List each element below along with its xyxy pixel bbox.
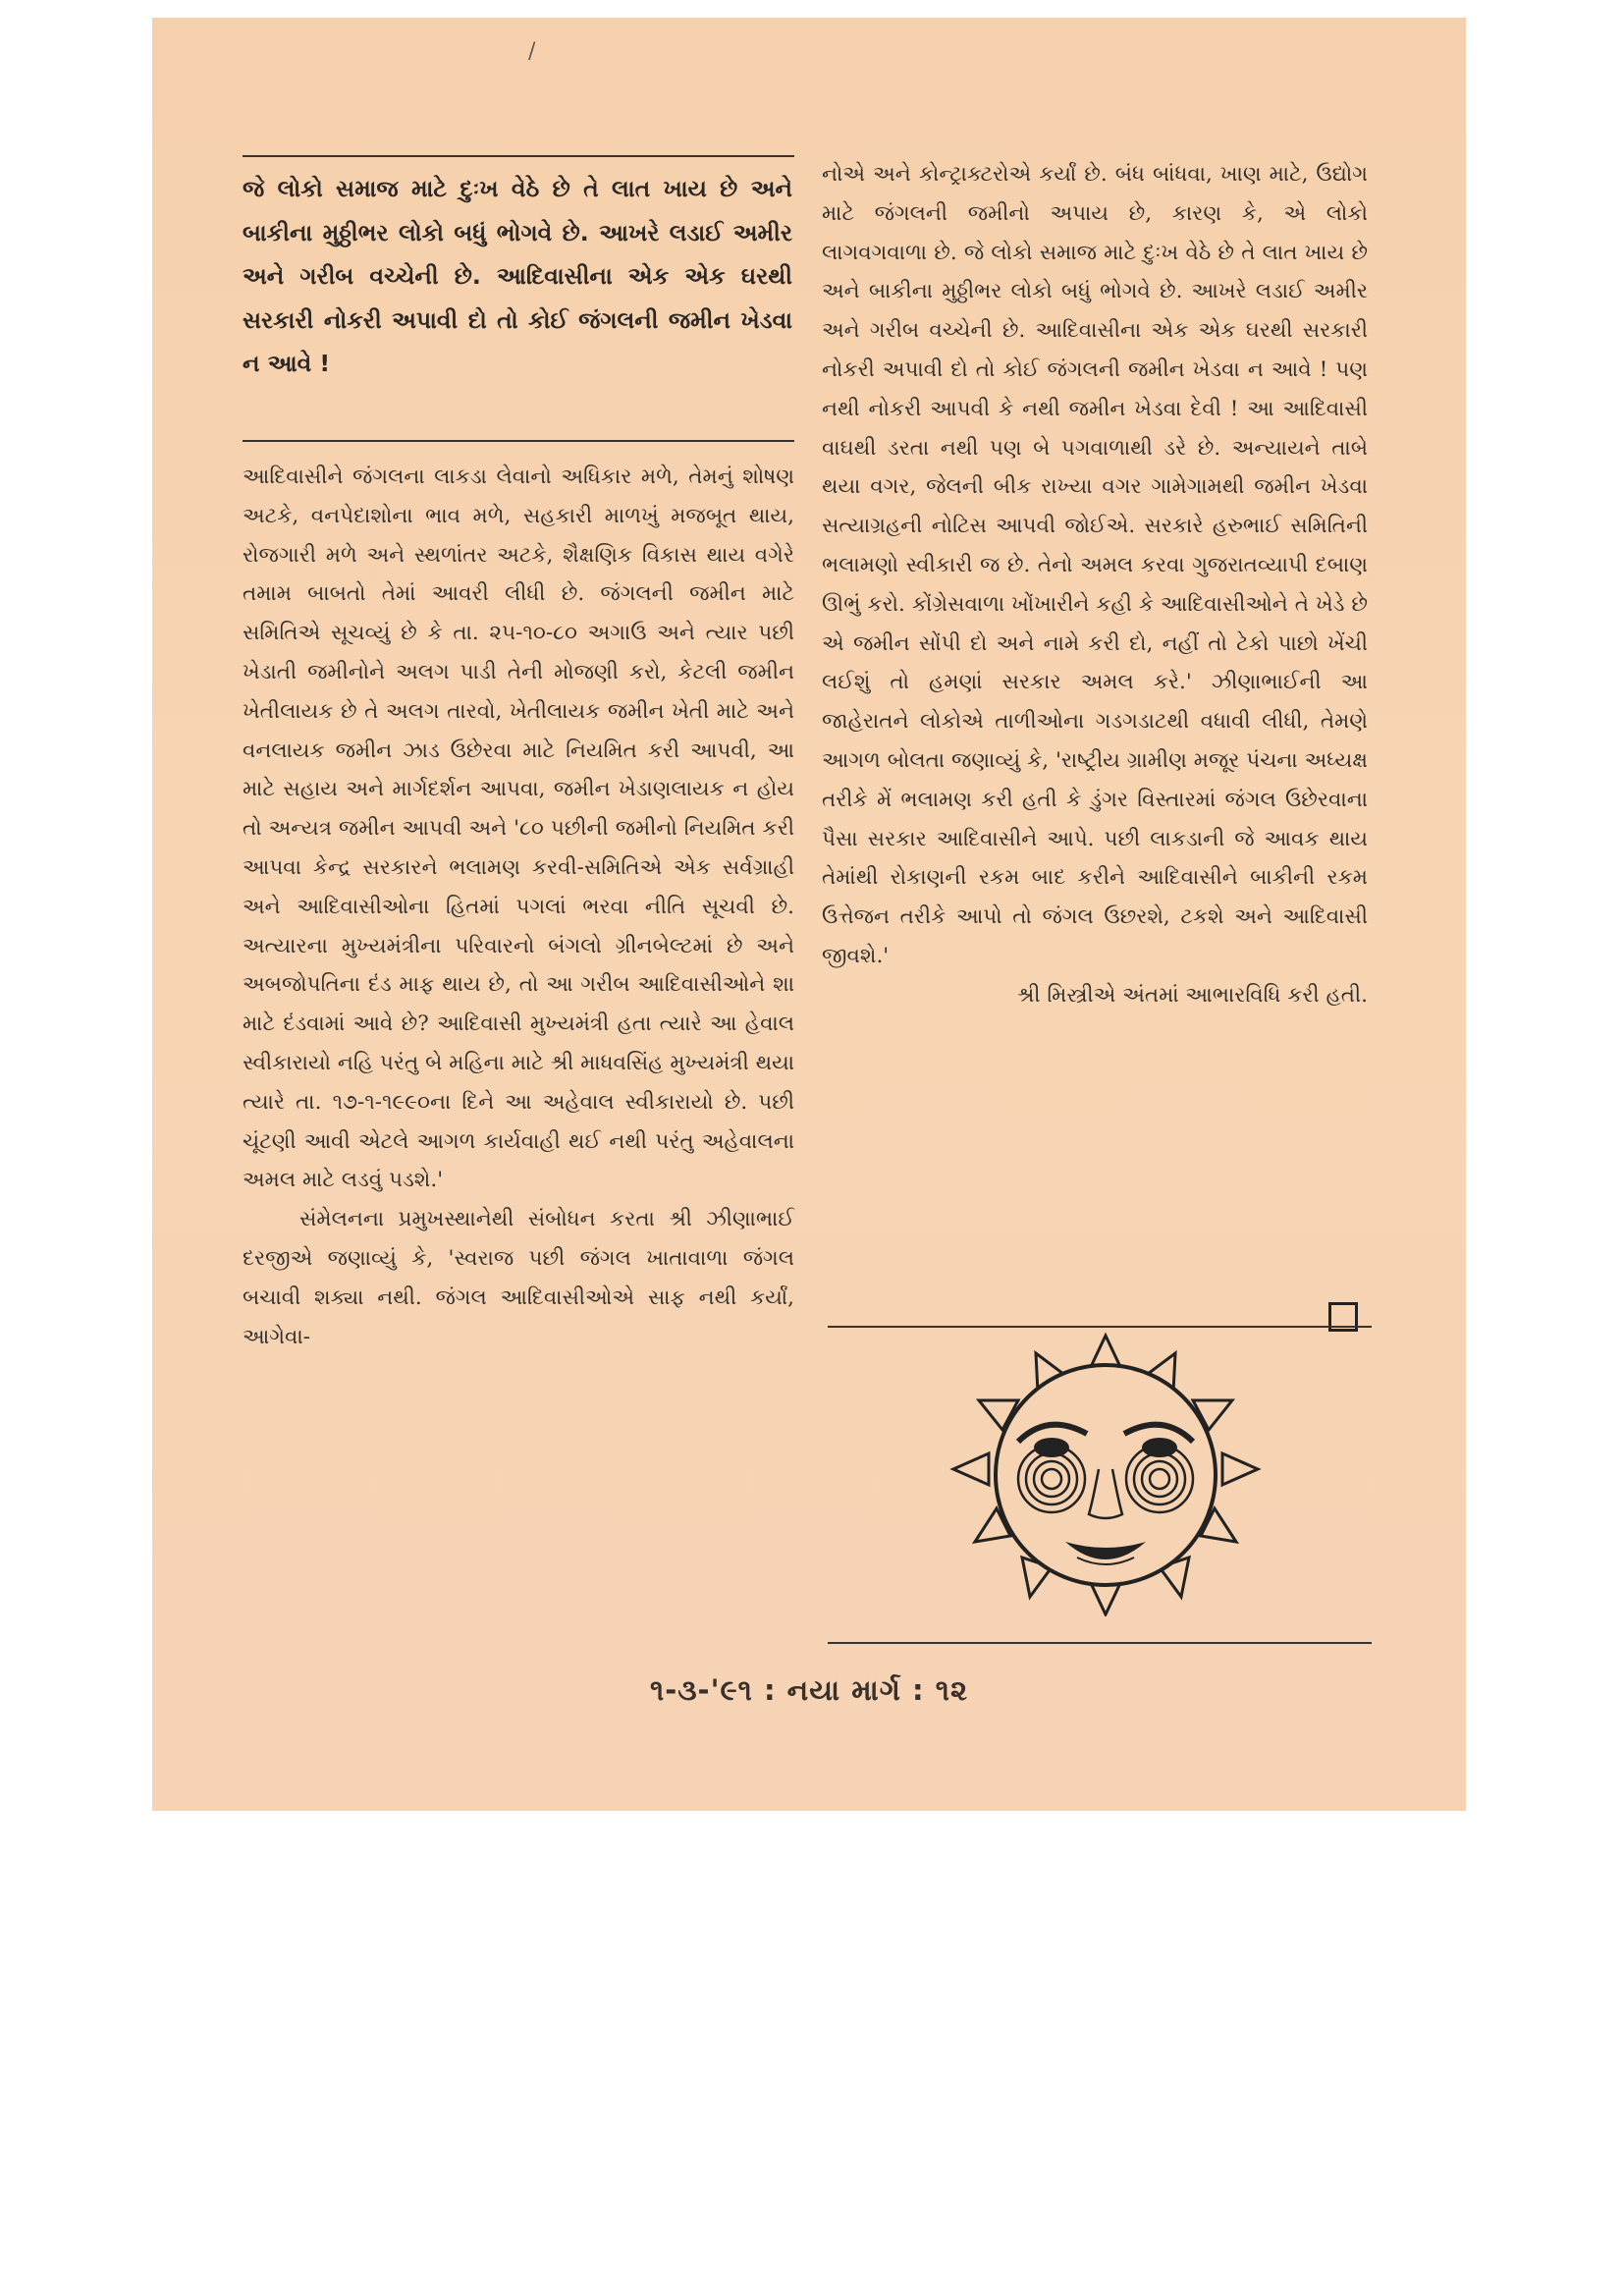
left-paragraph-2: સંમેલનના પ્રમુખસ્થાનેથી સંબોધન કરતા શ્રી ઝીણાભાઈ દરજીએ જણાવ્યું કે, 'સ્વરાજ પછી જંગલ ખાતાવાળા જંગલ બચાવી શક્યા નથી. જંગલ આદિવાસીઓએ સાફ નથી કર્યાં, આગેવા-	[243, 1207, 794, 1349]
illustration-top-rule	[828, 1326, 1372, 1328]
pull-quote-bottom-rule	[243, 440, 794, 442]
right-paragraph-1: નોએ અને કોન્ટ્રાક્ટરોએ કર્યાં છે. બંધ બાંધવા, ખાણ માટે, ઉદ્યોગ માટે જંગલની જમીનો અપાય છે, કારણ કે, એ લોકો લાગવગવાળા છે. જે લોકો સમાજ માટે દુઃખ વેઠે છે તે લાત ખાય છે અને બાકીના મુઠ્ઠીભર લોકો બધું ભોગવે છે. આખરે લડાઈ અમીર અને ગરીબ વચ્ચેની છે. આદિવાસીના એક એક ઘરથી સરકારી નોકરી અપાવી દો તો કોઈ જંગલની જમીન ખેડવા ન આવે ! પણ નથી નોકરી આપવી કે નથી જમીન ખેડવા દેવી ! આ આદિવાસી વાઘથી ડરતા નથી પણ બે પગવાળાથી ડરે છે. અન્યાયને તાબે થયા વગર, જેલની બીક રાખ્યા વગર ગામેગામથી જમીન ખેડવા સત્યાગ્રહની નોટિસ આપવી જોઈએ. સરકારે હરુભાઈ સમિતિની ભલામણો સ્વીકારી જ છે. તેનો અમલ કરવા ગુજરાતવ્યાપી દબાણ ઊભું કરો. કોંગ્રેસવાળા ખોંખારીને કહી કે આદિવાસીઓને તે ખેડે છે એ જમીન સોંપી દો અને નામે કરી દો, નહીં તો ટેકો પાછો ખેંચી લઈશું તો હમણાં સરકાર અમલ કરે.' ઝીણાભાઈની આ જાહેરાતને લોકોએ તાળીઓના ગડગડાટથી વધાવી લીધી, તેમણે આગળ બોલતા જણાવ્યું કે, 'રાષ્ટ્રીય ગ્રામીણ મજૂર પંચના અધ્યક્ષ તરીકે મેં ભલામણ કરી હતી કે ડુંગર વિસ્તારમાં જંગલ ઉછેરવાના પૈસા સરકાર આદિવાસીને આપે. પછી લાકડાની જે આવક થાય તેમાંથી રોકાણની રકમ બાદ કરીને આદિવાસીને બાકીની રકમ ઉત્તેજન તરીકે આપો તો જંગલ ઉછરશે, ટકશે અને આદિવાસી જીવશે.'	[822, 162, 1368, 968]
sun-illustration	[949, 1332, 1262, 1616]
left-paragraph-1: આદિવાસીને જંગલના લાકડા લેવાનો અધિકાર મળે, તેમનું શોષણ અટકે, વનપેદાશોના ભાવ મળે, સહકારી માળખું મજબૂત થાય, રોજગારી મળે અને સ્થળાંતર અટકે, શૈક્ષણિક વિકાસ થાય વગેરે તમામ બાબતો તેમાં આવરી લીધી છે. જંગલની જમીન માટે સમિતિએ સૂચવ્યું છે કે તા. ૨૫-૧૦-૮૦ અગાઉ અને ત્યાર પછી ખેડાતી જમીનોને અલગ પાડી તેની મોજણી કરો, કેટલી જમીન ખેતીલાયક છે તે અલગ તારવો, ખેતીલાયક જમીન ખેતી માટે અને વનલાયક જમીન ઝાડ ઉછેરવા માટે નિયમિત કરી આપવી, આ માટે સહાય અને માર્ગદર્શન આપવા, જમીન ખેડાણલાયક ન હોય તો અન્યત્ર જમીન આપવી અને '૮૦ પછીની જમીનો નિયમિત કરી આપવા કેન્દ્ર સરકારને ભલામણ કરવી-સમિતિએ એક સર્વગ્રાહી અને આદિવાસીઓના હિતમાં પગલાં ભરવા નીતિ સૂચવી છે. અત્યારના મુખ્યમંત્રીના પરિવારનો બંગલો ગ્રીનબેલ્ટમાં છે અને અબજોપતિના દંડ માફ થાય છે, તો આ ગરીબ આદિવાસીઓને શા માટે દંડવામાં આવે છે? આદિવાસી મુખ્યમંત્રી હતા ત્યારે આ હેવાલ સ્વીકારાયો નહિ પરંતુ બે મહિના માટે શ્રી માધવસિંહ મુખ્યમંત્રી થયા ત્યારે તા. ૧૭-૧-૧૯૯૦ના દિને આ અહેવાલ સ્વીકારાયો છે. પછી ચૂંટણી આવી એટલે આગળ કાર્યવાહી થઈ નથી પરંતુ અહેવાલના અમલ માટે લડવું પડશે.'	[243, 465, 794, 1193]
magazine-page	[152, 18, 1466, 1811]
pull-quote-top-rule	[243, 155, 794, 157]
left-column-text	[243, 458, 794, 1356]
right-paragraph-2: શ્રી મિસ્ત્રીએ અંતમાં આભારવિધિ કરી હતી.	[1016, 982, 1368, 1008]
page-footer: ૧-૩-'૯૧ : નયા માર્ગ : ૧૨	[650, 1673, 968, 1707]
illustration-bottom-rule	[828, 1642, 1372, 1644]
pen-mark: /	[528, 39, 536, 64]
pull-quote: જે લોકો સમાજ માટે દુઃખ વેઠે છે તે લાત ખાય છે અને બાકીના મુઠ્ઠીભર લોકો બધું ભોગવે છે. આખરે લડાઈ અમીર અને ગરીબ વચ્ચેની છે. આદિવાસીના એક એક ઘરથી સરકારી નોકરી અપાવી દો તો કોઈ જંગલની જમીન ખેડવા ન આવે !	[243, 175, 792, 377]
right-column-text	[822, 155, 1368, 1015]
